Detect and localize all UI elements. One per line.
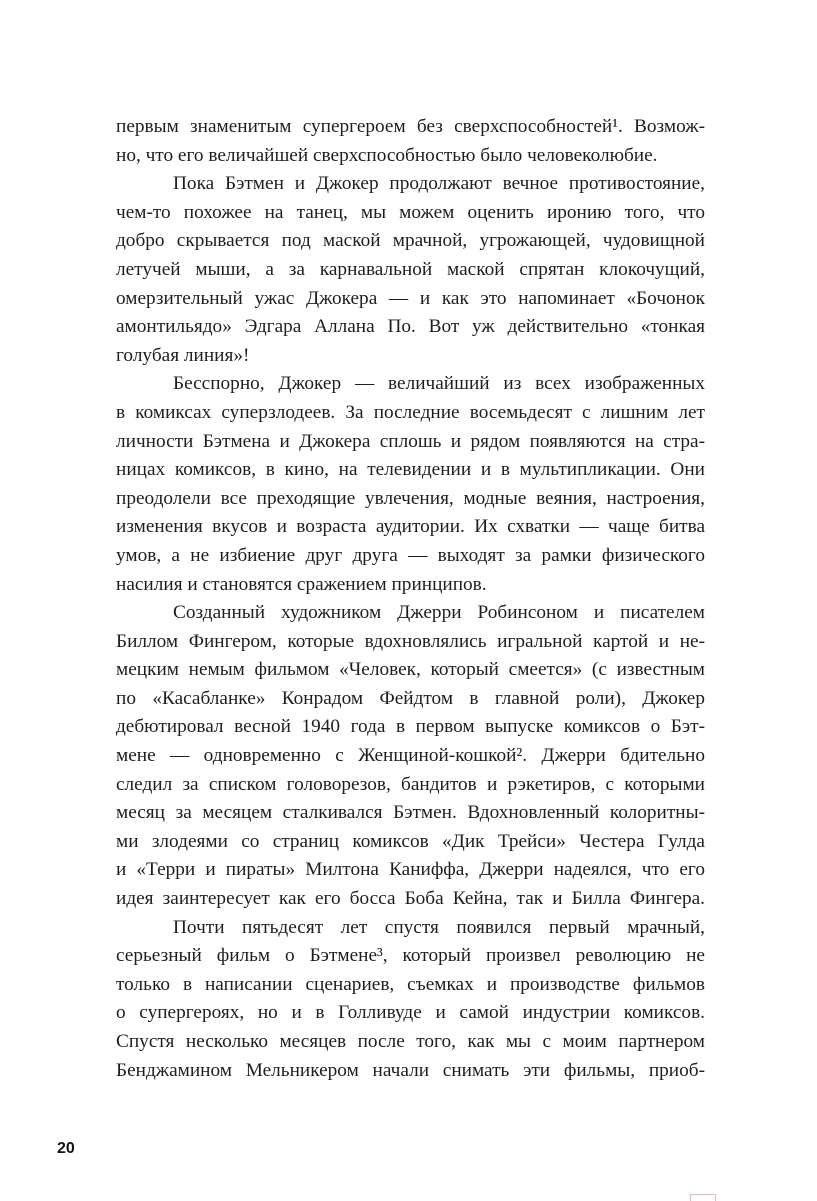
text-line: но, что его величайшей сверхспособностью было человеколюбие. [116,144,658,166]
text-line: летучей мыши, а за карнавальной маской спрятан клокочущий, [116,258,705,280]
text-line: Бесспорно, Джокер — величайший из всех изображенных [173,373,705,395]
page-number: 20 [57,1140,75,1157]
text-line: голубая линия»! [116,344,250,366]
paragraph [116,170,705,370]
paragraph [116,113,705,170]
text-line: изменения вкусов и возраста аудитории. Их схватки — чаще битва [116,516,705,538]
text-line: амонтильядо» Эдгара Аллана По. Вот уж действительно «тонкая [116,316,705,338]
paragraph [116,370,705,599]
text-line: по «Касабланке» Конрадом Фейдтом в главной роли), Джокер [116,687,705,709]
text-line: только в написании сценариев, съемках и производстве фильмов [116,973,705,995]
text-line: насилия и становятся сражением принципов. [116,573,487,595]
text-line: Пока Бэтмен и Джокер продолжают вечное противостояние, [173,173,705,195]
paragraph [116,914,705,1086]
text-line: Спустя несколько месяцев после того, как мы с моим партнером [116,1031,705,1052]
text-line: мене — одновременно с Женщиной-кошкой². Джерри бдительно [116,745,705,767]
text-line: первым знаменитым супергероем без сверхспособностей¹. Возмож- [116,116,705,137]
text-line: Бенджамином Мельникером начали снимать эти фильмы, приоб- [116,1059,705,1081]
text-line: Созданный художником Джерри Робинсоном и писателем [173,602,705,624]
text-line: следил за списком головорезов, бандитов и рэкетиров, с которыми [116,773,705,795]
text-line: чем-то похожее на танец, мы можем оценить иронию того, что [116,201,705,223]
text-line: преодолели все преходящие увлечения, модные веяния, настроения, [116,487,705,509]
text-line: и «Терри и пираты» Милтона Каниффа, Джерри надеялся, что его [116,859,705,881]
text-line: о супергероях, но и в Голливуде и самой индустрии комиксов. [116,1002,705,1024]
text-line: дебютировал весной 1940 года в первом выпуске комиксов о Бэт- [116,716,705,738]
text-line: месяц за месяцем сталкивался Бэтмен. Вдохновленный колоритны- [116,802,705,824]
text-line: ницах комиксов, в кино, на телевидении и в мультипликации. Они [116,459,705,481]
text-line: мецким немым фильмом «Человек, который смеется» (с известным [116,659,705,681]
paragraph [116,599,705,914]
text-line: Почти пятьдесят лет спустя появился первый мрачный, [173,916,705,938]
body-text [116,113,705,1085]
text-line: Биллом Фингером, которые вдохновлялись игральной картой и не- [116,630,705,652]
text-line: личности Бэтмена и Джокера сплошь и рядом появляются на стра- [116,430,705,452]
text-line: идея заинтересует как его босса Боба Кейна, так и Билла Фингера. [116,888,705,910]
text-line: ми злодеями со страниц комиксов «Дик Трейси» Честера Гулда [116,830,705,852]
text-line: умов, а не избиение друг друга — выходят за рамки физического [116,544,705,566]
text-line: омерзительный ужас Джокера — и как это напоминает «Бочонок [116,287,705,309]
text-line: серьезный фильм о Бэтмене³, который произвел революцию не [116,945,705,967]
text-line: в комиксах суперзлодеев. За последние восемьдесят с лишним лет [116,401,705,423]
text-line: добро скрывается под маской мрачной, угрожающей, чудовищной [116,230,705,252]
